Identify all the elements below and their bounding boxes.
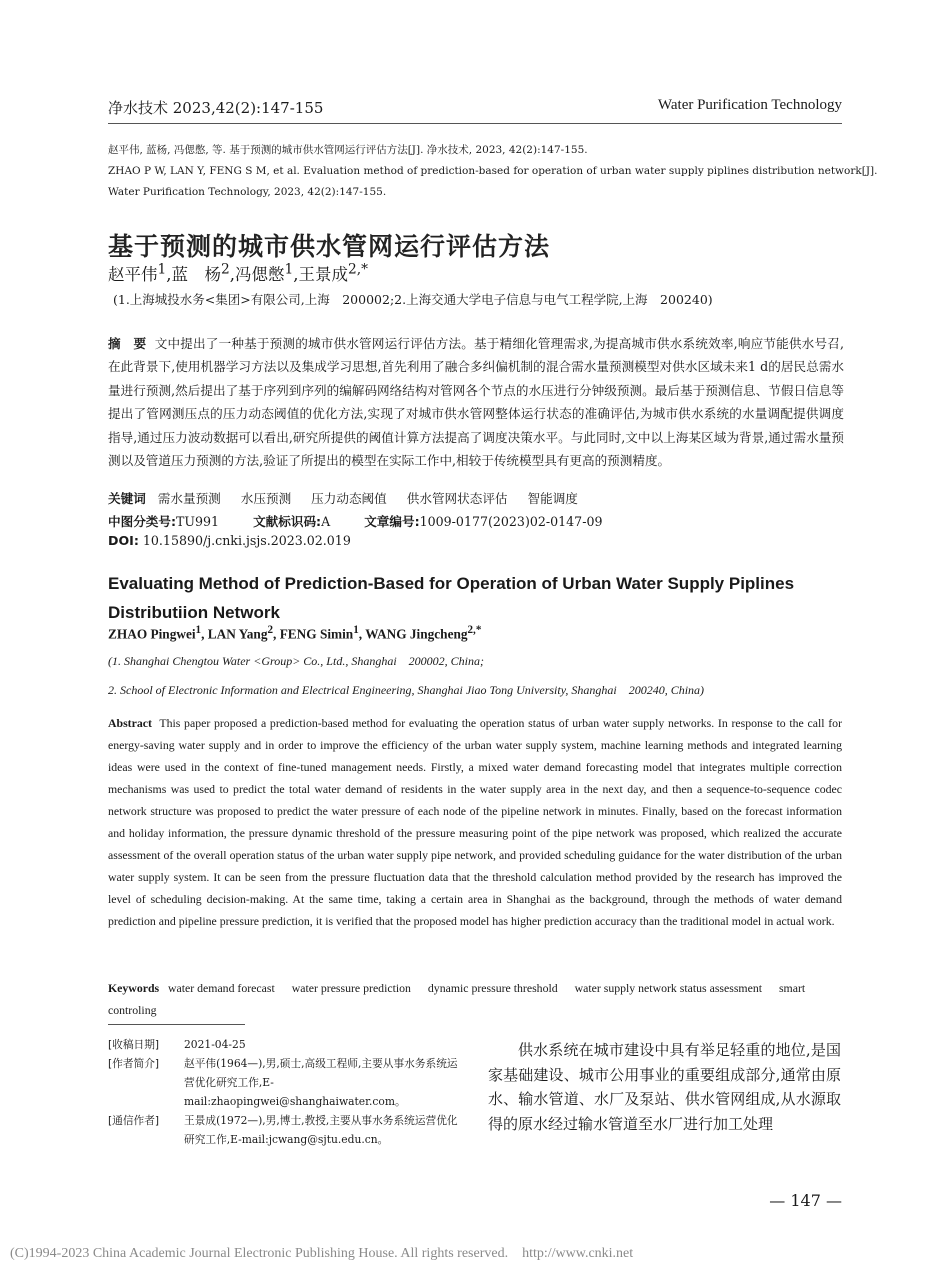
citation-line: 赵平伟, 蓝杨, 冯偲憋, 等. 基于预测的城市供水管网运行评估方法[J]. 净水技术, 2023, 42(2):147-155.	[108, 144, 588, 156]
affiliation-cn: (1.上海城投水务<集团>有限公司,上海 200002;2.上海交通大学电子信息与电气工程学院,上海 200240)	[113, 292, 713, 307]
journal-header-en: Water Purification Technology	[657, 97, 842, 113]
article-no-value: 1009-0177(2023)02-0147-09	[419, 514, 603, 529]
keywords-cn	[108, 488, 594, 507]
body-paragraph: 供水系统在城市建设中具有举足轻重的地位,是国家基础建设、城市公用事业的重要组成部分,通常由原水、输水管道、水厂及泵站、供水管网组成,从水源取得的原水经过输水管道至水厂进行加工处理	[488, 1041, 841, 1133]
footnote-text: 2021-04-25	[184, 1038, 246, 1051]
affiliation-line: (1. Shanghai Chengtou Water <Group> Co., Ltd., Shanghai 200002, China;	[108, 654, 484, 668]
affiliation-en	[108, 647, 704, 705]
footnote-author	[108, 1054, 468, 1111]
author-affil-mark: 1	[157, 261, 167, 278]
author-name-en: ZHAO Pingwei	[108, 626, 196, 642]
author-name: 王景成	[298, 265, 348, 284]
keyword-item-en: water supply network status assessment	[574, 981, 763, 995]
abstract-cn	[108, 332, 844, 472]
footnote-correspondence	[108, 1111, 468, 1149]
abstract-text-en: This paper proposed a prediction-based method for evaluating the operation status of urban water supply networks. In response to the call for energy-saving water supply and in order to improve the efficiency of the urban water supply system, machine learning methods and integrated learning ideas were used in the context of fine-tuned management needs. Firstly, a mixed water demand forecasting model that integrates multiple correction mechanisms was used to predict the total water demand of residents in the water supply area in the next day, and then a sequence-to-sequence codec network structure was proposed to predict the water pressure of each node of the pipeline network in minutes. Finally, based on the forecast information and holiday information, the pressure dynamic threshold of the pressure measuring point of the pipe network was proposed, which realized the accurate assessment of the overall operation status of the urban water supply pipe network, and provided scheduling guidance for the water distribution of the urban water supply system. It can be seen from the pressure fluctuation data that the threshold calculation method provided by the research has improved the level of scheduling decision-making. At the same time, taking a certain area in Shanghai as the background, through the methods of water demand prediction and pipeline pressure prediction, it is verified that the proposed model has higher prediction accuracy than the traditional model in actual work.	[108, 716, 842, 928]
affiliation-line: 2. School of Electronic Information and Electrical Engineering, Shanghai Jiao Tong University, Shanghai 200240, China)	[108, 683, 705, 697]
footnote-label: [收稿日期]	[108, 1038, 160, 1051]
clc-value: TU991	[176, 514, 220, 529]
clc-label: 中图分类号:	[108, 514, 177, 529]
author-name: 蓝 杨	[171, 265, 221, 284]
footnote-label: [通信作者]	[108, 1114, 160, 1127]
paper-title-cn: 基于预测的城市供水管网运行评估方法	[108, 232, 551, 261]
article-no-label: 文章编号:	[364, 514, 420, 529]
footnote-text: 赵平伟(1964—),男,硕士,高级工程师,主要从事水务系统运营优化研究工作,E-mail:zhaopingwei@shanghaiwater.com。	[184, 1057, 458, 1108]
keyword-item-en: smart controling	[108, 981, 806, 1017]
abstract-en	[108, 713, 842, 933]
keyword-item: 需水量预测	[157, 491, 221, 506]
doi-line	[108, 533, 351, 548]
copyright-watermark: (C)1994-2023 China Academic Journal Electronic Publishing House. All rights reserved. http://www.cnki.net	[10, 1246, 634, 1261]
author-affil-mark: 1	[195, 624, 202, 636]
author-affil-mark: 2	[221, 261, 230, 278]
keyword-item: 压力动态阈值	[311, 491, 387, 506]
keyword-item: 水压预测	[240, 491, 292, 506]
author-name: 冯偲憋	[235, 265, 285, 284]
author-name-en: FENG Simin	[279, 626, 354, 642]
abstract-label-cn: 摘 要	[108, 336, 147, 351]
citation-line: ZHAO P W, LAN Y, FENG S M, et al. Evaluation method of prediction-based for operation of urban water supply piplines distribution network[J].	[108, 165, 878, 177]
citation-line: Water Purification Technology, 2023, 42(2):147-155.	[108, 186, 387, 198]
author-affil-mark: 1	[353, 624, 359, 636]
footnote-label: [作者简介]	[108, 1057, 160, 1070]
keyword-item-en: dynamic pressure threshold	[427, 981, 558, 995]
abstract-label-en: Abstract	[108, 716, 152, 730]
author-affil-mark: 2,*	[467, 624, 482, 636]
authors-en: ZHAO Pingwei$^1$, LAN Yang$^2$, FENG Simin$^1$, WANG Jingcheng$^{2,*}$	[108, 624, 482, 642]
classification-line	[108, 511, 602, 530]
footnote-divider	[108, 1024, 245, 1025]
keyword-item-en: water pressure prediction	[291, 981, 411, 995]
journal-header-cn: 净水技术 2023,42(2):147-155	[108, 99, 324, 117]
keyword-item-en: water demand forecast	[167, 981, 275, 995]
header-divider	[108, 123, 842, 124]
keyword-item: 智能调度	[527, 491, 578, 506]
author-name: 赵平伟	[108, 265, 158, 284]
keywords-label-en: Keywords	[108, 981, 160, 995]
keyword-item: 供水管网状态评估	[406, 491, 508, 506]
doi-label: DOI:	[108, 533, 139, 548]
citation-block	[108, 140, 878, 203]
footnote-received	[108, 1035, 468, 1054]
abstract-text-cn: 文中提出了一种基于预测的城市供水管网运行评估方法。基于精细化管理需求,为提高城市供水系统效率,响应节能供水号召,在此背景下,使用机器学习方法以及集成学习思想,首先利用了融合多纠偏机制的混合需水量预测模型对供水区域未来1 d的居民总需水量进行预测,然后提出了基于序列到序列的编解码网络结构对管网各个节点的水压进行分钟级预测。最后基于预测信息、节假日信息等提出了管网测压点的压力动态阈值的优化方法,实现了对城市供水管网整体运行状态的准确评估,为城市供水系统的水量调配提供调度指导,通过压力波动数据可以看出,研究所提供的阈值计算方法提高了调度决策水平。与此同时,文中以上海某区域为背景,通过需水量预测以及管道压力预测的方法,验证了所提出的模型在实际工作中,相较于传统模型具有更高的预测精度。	[108, 336, 845, 469]
doc-code-label: 文献标识码:	[253, 514, 322, 529]
author-affil-mark: 2,*	[348, 261, 368, 278]
footnote-text: 王景成(1972—),男,博士,教授,主要从事水务系统运营优化研究工作,E-mail:jcwang@sjtu.edu.cn。	[184, 1114, 458, 1146]
author-affil-mark: 1	[284, 261, 294, 278]
author-name-en: WANG Jingcheng	[365, 626, 468, 642]
footnotes	[108, 1035, 468, 1149]
author-name-en: LAN Yang	[207, 626, 268, 642]
doc-code-value: A	[321, 514, 331, 529]
author-affil-mark: 2	[267, 624, 274, 636]
page-number: — 147 —	[769, 1191, 842, 1210]
authors-cn: 赵平伟$^1$,蓝 杨$^2$,冯偲憋$^1$,王景成$^{2,*}$	[108, 261, 368, 284]
keywords-en	[108, 977, 842, 1021]
paper-title-en: Evaluating Method of Prediction-Based for Operation of Urban Water Supply Piplines Distributiion Network	[108, 574, 795, 622]
doi-value: 10.15890/j.cnki.jsjs.2023.02.019	[142, 533, 351, 548]
keywords-label-cn: 关键词	[108, 491, 146, 506]
